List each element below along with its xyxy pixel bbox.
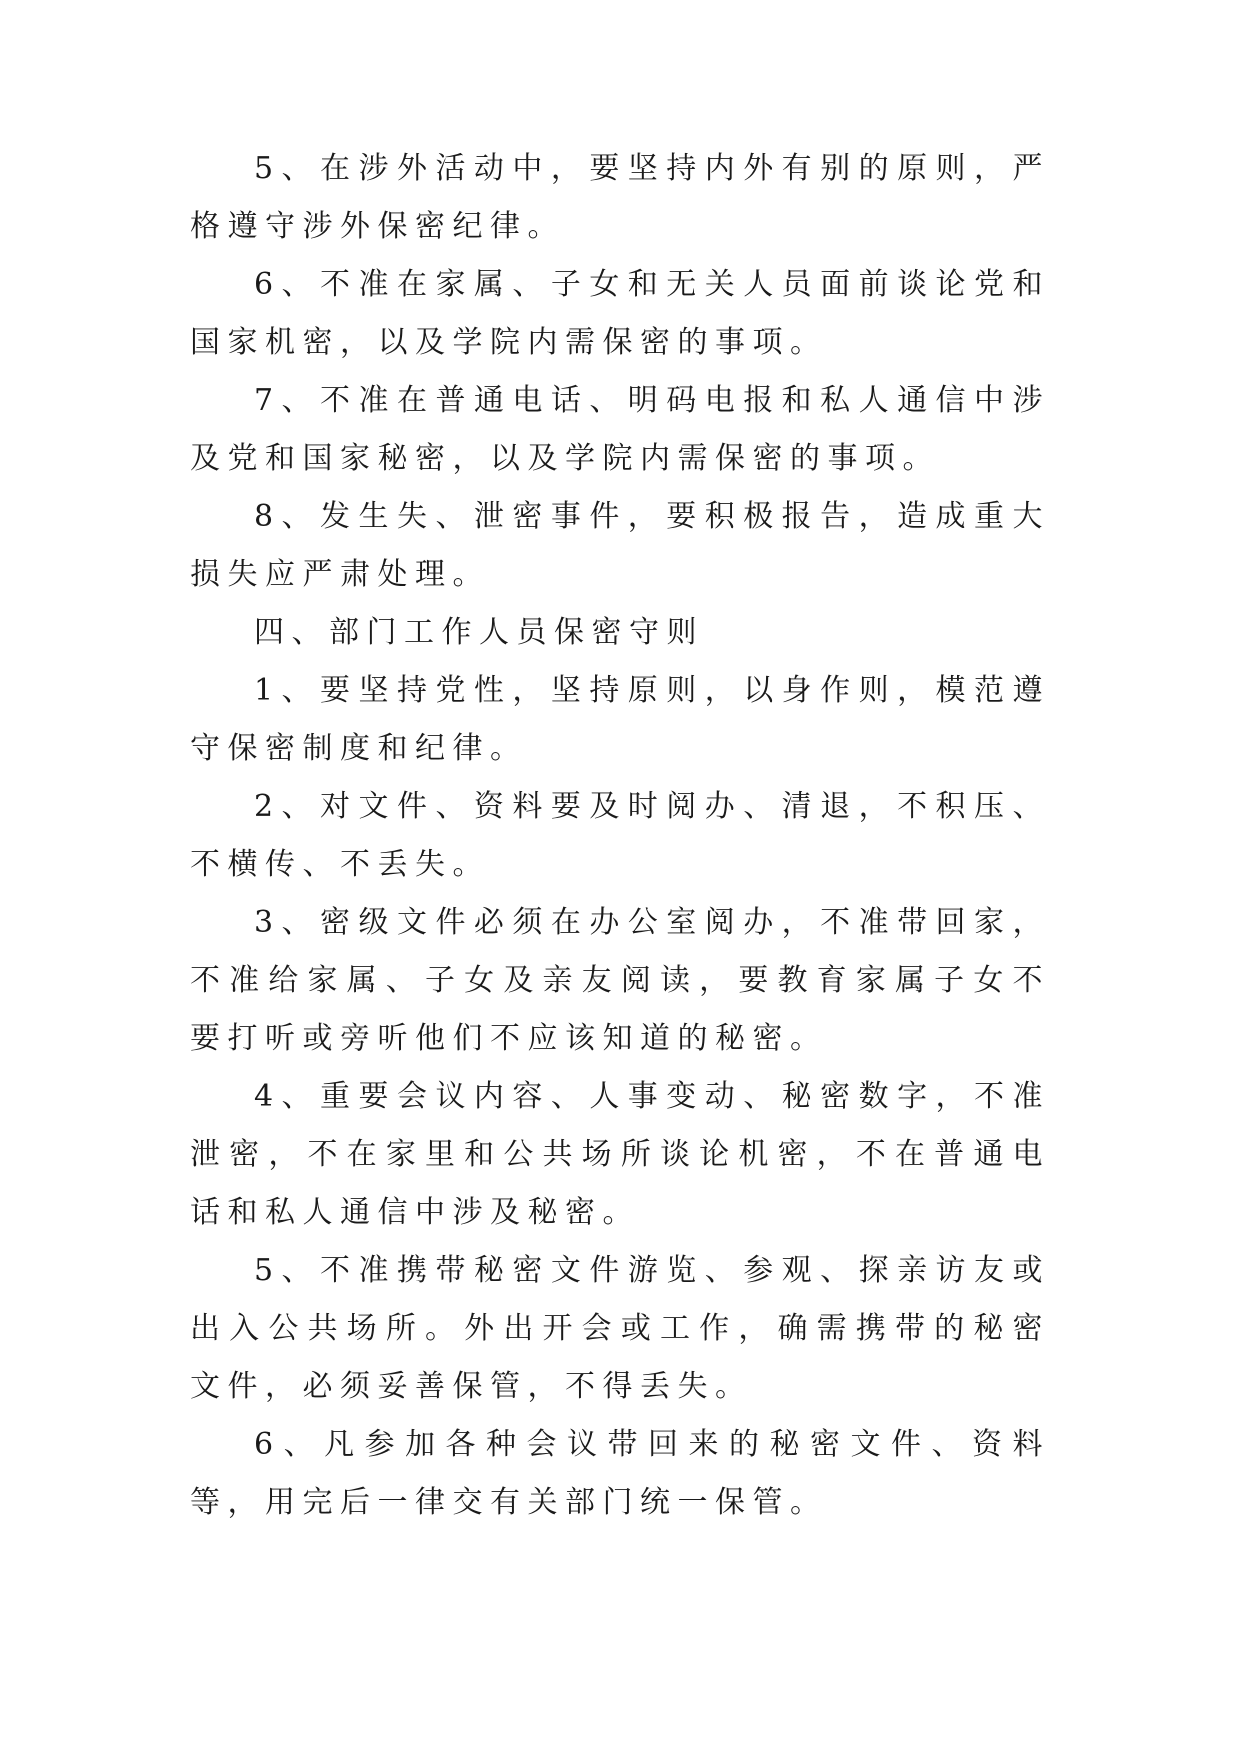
document-body: [190, 140, 1050, 1532]
section-heading-staff-rules: 四、部门工作人员保密守则: [254, 615, 704, 650]
paragraph-rule-4: 4、重要会议内容、人事变动、秘密数字，不准泄密，不在家里和公共场所谈论机密，不在普通电话和私人通信中涉及秘密。: [190, 1079, 1050, 1230]
paragraph-rule-3: 3、密级文件必须在办公室阅办，不准带回家，不准给家属、子女及亲友阅读，要教育家属子女不要打听或旁听他们不应该知道的秘密。: [190, 905, 1050, 1056]
paragraph-rule-1: 1、要坚持党性，坚持原则，以身作则，模范遵守保密制度和纪律。: [190, 673, 1050, 766]
paragraph-item-5-foreign-affairs: 5、在涉外活动中，要坚持内外有别的原则，严格遵守涉外保密纪律。: [190, 151, 1050, 244]
paragraph-rule-2: 2、对文件、资料要及时阅办、清退，不积压、不横传、不丢失。: [190, 789, 1050, 882]
paragraph-rule-5: 5、不准携带秘密文件游览、参观、探亲访友或出入公共场所。外出开会或工作，确需携带的秘密文件，必须妥善保管，不得丢失。: [190, 1253, 1050, 1404]
paragraph-item-6-family: 6、不准在家属、子女和无关人员面前谈论党和国家机密，以及学院内需保密的事项。: [190, 267, 1050, 360]
paragraph-rule-6: 6、凡参加各种会议带回来的秘密文件、资料等，用完后一律交有关部门统一保管。: [190, 1427, 1050, 1520]
paragraph-item-7-communications: 7、不准在普通电话、明码电报和私人通信中涉及党和国家秘密，以及学院内需保密的事项。: [190, 383, 1050, 476]
paragraph-item-8-leak-report: 8、发生失、泄密事件，要积极报告，造成重大损失应严肃处理。: [190, 499, 1050, 592]
